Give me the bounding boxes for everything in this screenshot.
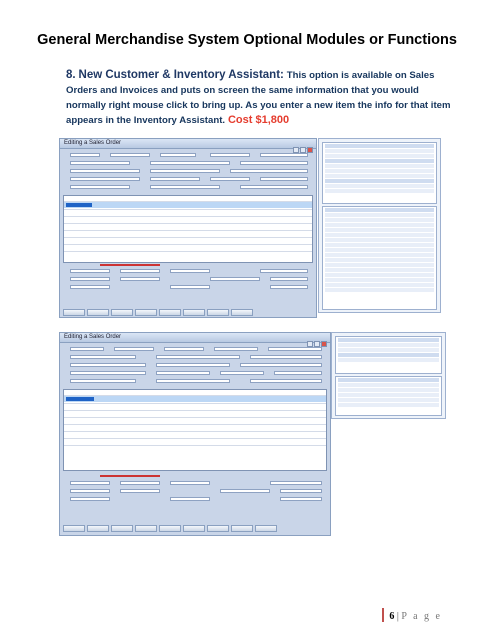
assistant-item-history[interactable]: [322, 206, 437, 310]
field: [170, 497, 210, 501]
field: [70, 481, 110, 485]
field: [270, 285, 308, 289]
action-buttons[interactable]: [63, 303, 313, 311]
window-controls: [306, 334, 328, 340]
assistant-info: [335, 336, 442, 374]
field: [268, 347, 322, 351]
field: [260, 269, 308, 273]
status-line: [100, 475, 160, 477]
field: [150, 169, 220, 173]
field: [230, 169, 308, 173]
action-buttons[interactable]: [63, 519, 327, 527]
selected-row: [64, 396, 326, 402]
field: [160, 153, 196, 157]
field: [120, 277, 160, 281]
field: [156, 363, 230, 367]
field: [156, 355, 240, 359]
sales-order-screenshot-1: [59, 138, 317, 318]
module-item: [66, 68, 461, 128]
field: [274, 371, 322, 375]
field: [70, 177, 140, 181]
field: [240, 185, 308, 189]
window-titlebar: Editing a Sales Order: [60, 333, 330, 343]
field: [70, 371, 146, 375]
field: [214, 347, 258, 351]
field: [220, 489, 270, 493]
field: [220, 371, 264, 375]
page-title: General Merchandise System Optional Modules or Functions: [37, 32, 457, 48]
field: [270, 481, 322, 485]
field: [250, 379, 322, 383]
field: [240, 363, 322, 367]
item-description: This option is available on Sales Orders and Invoices and puts on screen the same information that you would normally right mouse click to bring up. As you enter a new item the info for that item appears in the Inventory Assistant.: [66, 70, 451, 126]
field: [70, 269, 110, 273]
field: [270, 277, 308, 281]
field: [170, 481, 210, 485]
field: [120, 489, 160, 493]
field: [150, 161, 230, 165]
sales-order-screenshot-2: [59, 332, 331, 536]
field: [150, 177, 200, 181]
field: [260, 177, 308, 181]
field: [70, 169, 140, 173]
field: [280, 489, 322, 493]
selected-row: [64, 202, 312, 208]
field: [250, 355, 322, 359]
page-number: 6: [389, 611, 395, 622]
field: [156, 379, 230, 383]
field: [164, 347, 204, 351]
field: [210, 277, 260, 281]
item-number: 8.: [66, 69, 76, 81]
field: [70, 355, 136, 359]
field: [110, 153, 150, 157]
field: [114, 347, 154, 351]
field: [170, 285, 210, 289]
footer-accent: [382, 608, 384, 622]
field: [280, 497, 322, 501]
field: [170, 269, 210, 273]
field: [70, 153, 100, 157]
line-items-grid[interactable]: [63, 195, 313, 263]
field: [70, 363, 146, 367]
assistant-item-history[interactable]: [335, 376, 442, 416]
window-controls: [292, 140, 314, 146]
item-cost: Cost $1,800: [227, 114, 290, 126]
field: [70, 277, 110, 281]
field: [120, 481, 160, 485]
footer-separator: |: [396, 611, 399, 622]
field: [156, 371, 210, 375]
inventory-assistant-panel-1: [318, 138, 441, 313]
field: [210, 177, 250, 181]
field: [240, 161, 308, 165]
item-heading: New Customer & Inventory Assistant:: [78, 69, 284, 81]
status-line: [100, 264, 160, 266]
field: [70, 489, 110, 493]
field: [120, 269, 160, 273]
selected-cell: [66, 203, 92, 207]
window-titlebar: Editing a Sales Order: [60, 139, 316, 149]
field: [150, 185, 220, 189]
line-items-grid[interactable]: [63, 389, 327, 471]
field: [210, 153, 250, 157]
field: [70, 347, 104, 351]
field: [260, 153, 308, 157]
page-footer: [389, 611, 442, 622]
field: [70, 497, 110, 501]
selected-cell: [66, 397, 94, 401]
inventory-assistant-panel-2: [331, 332, 446, 419]
page-word: P a g e: [401, 611, 442, 622]
field: [70, 161, 130, 165]
assistant-info: [322, 142, 437, 204]
field: [70, 185, 130, 189]
field: [70, 285, 110, 289]
field: [70, 379, 136, 383]
